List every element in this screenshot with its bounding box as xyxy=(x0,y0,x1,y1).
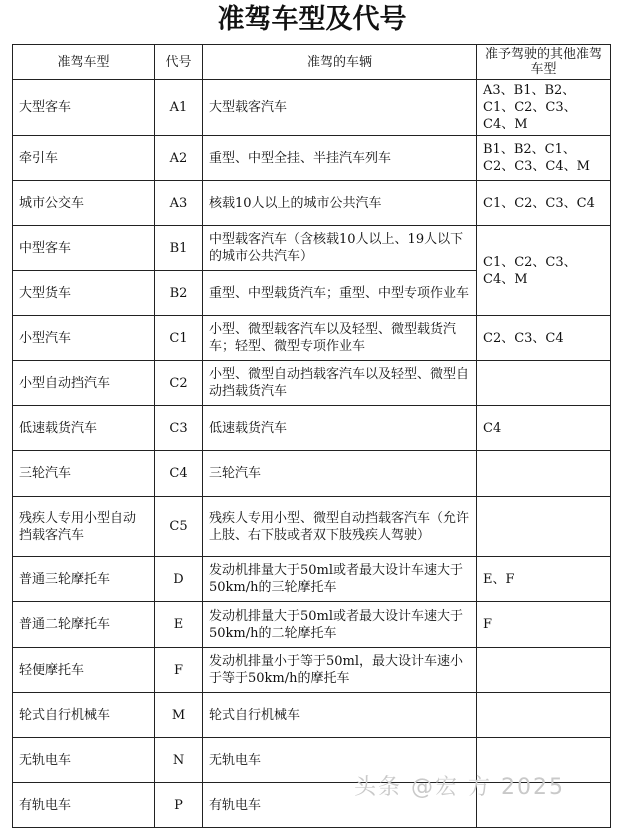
cell-vehicles: 发动机排量大于50ml或者最大设计车速大于50km/h的三轮摩托车 xyxy=(203,557,477,602)
cell-vehicles: 重型、中型载货汽车；重型、中型专项作业车 xyxy=(203,271,477,316)
cell-code: A3 xyxy=(155,181,203,226)
cell-vehicles: 发动机排量大于50ml或者最大设计车速大于50km/h的二轮摩托车 xyxy=(203,602,477,648)
cell-other: C4 xyxy=(477,406,611,451)
cell-other: E、F xyxy=(477,557,611,602)
cell-code: C4 xyxy=(155,451,203,497)
header-row xyxy=(13,45,611,80)
cell-vehicles: 小型、微型载客汽车以及轻型、微型载货汽车；轻型、微型专项作业车 xyxy=(203,316,477,361)
cell-code: M xyxy=(155,693,203,738)
table-row xyxy=(13,316,611,361)
cell-other: F xyxy=(477,602,611,648)
cell-type: 大型货车 xyxy=(13,271,155,316)
cell-vehicles: 小型、微型自动挡载客汽车以及轻型、微型自动挡载货汽车 xyxy=(203,361,477,406)
cell-code: C3 xyxy=(155,406,203,451)
cell-code: N xyxy=(155,738,203,783)
table-row xyxy=(13,451,611,497)
table-row xyxy=(13,80,611,136)
cell-vehicles: 有轨电车 xyxy=(203,783,477,828)
cell-other xyxy=(477,693,611,738)
cell-type: 牵引车 xyxy=(13,136,155,181)
cell-type: 无轨电车 xyxy=(13,738,155,783)
header-code: 代号 xyxy=(155,45,203,80)
cell-vehicles: 轮式自行机械车 xyxy=(203,693,477,738)
cell-other: B1、B2、C1、C2、C3、C4、M xyxy=(477,136,611,181)
cell-type: 大型客车 xyxy=(13,80,155,136)
cell-vehicles: 三轮汽车 xyxy=(203,451,477,497)
table-row xyxy=(13,648,611,693)
cell-code: C1 xyxy=(155,316,203,361)
cell-type: 低速载货汽车 xyxy=(13,406,155,451)
cell-code: C5 xyxy=(155,497,203,557)
cell-type: 残疾人专用小型自动挡载客汽车 xyxy=(13,497,155,557)
cell-type: 小型自动挡汽车 xyxy=(13,361,155,406)
cell-vehicles: 低速载货汽车 xyxy=(203,406,477,451)
cell-type: 小型汽车 xyxy=(13,316,155,361)
table-row xyxy=(13,406,611,451)
table-row xyxy=(13,361,611,406)
cell-other xyxy=(477,648,611,693)
cell-type: 轮式自行机械车 xyxy=(13,693,155,738)
cell-type: 有轨电车 xyxy=(13,783,155,828)
cell-code: B1 xyxy=(155,226,203,271)
cell-code: A2 xyxy=(155,136,203,181)
cell-code: P xyxy=(155,783,203,828)
table-row xyxy=(13,693,611,738)
cell-code: A1 xyxy=(155,80,203,136)
cell-other: C1、C2、C3、C4、M xyxy=(477,226,611,316)
table-row xyxy=(13,226,611,271)
table-row xyxy=(13,602,611,648)
cell-type: 城市公交车 xyxy=(13,181,155,226)
cell-code: D xyxy=(155,557,203,602)
cell-vehicles: 无轨电车 xyxy=(203,738,477,783)
header-type: 准驾车型 xyxy=(13,45,155,80)
page-title: 准驾车型及代号 xyxy=(217,4,407,35)
cell-vehicles: 大型载客汽车 xyxy=(203,80,477,136)
watermark: 头条 @宏 方 2025 xyxy=(354,775,565,800)
license-class-table xyxy=(12,44,611,828)
cell-vehicles: 中型载客汽车（含核载10人以上、19人以下的城市公共汽车） xyxy=(203,226,477,271)
cell-other xyxy=(477,497,611,557)
cell-vehicles: 核载10人以上的城市公共汽车 xyxy=(203,181,477,226)
cell-other: C2、C3、C4 xyxy=(477,316,611,361)
cell-code: E xyxy=(155,602,203,648)
table-row xyxy=(13,136,611,181)
cell-type: 轻便摩托车 xyxy=(13,648,155,693)
cell-type: 三轮汽车 xyxy=(13,451,155,497)
cell-code: F xyxy=(155,648,203,693)
cell-other xyxy=(477,361,611,406)
cell-code: C2 xyxy=(155,361,203,406)
cell-code: B2 xyxy=(155,271,203,316)
cell-type: 普通三轮摩托车 xyxy=(13,557,155,602)
table-row xyxy=(13,497,611,557)
cell-other: C1、C2、C3、C4 xyxy=(477,181,611,226)
cell-type: 普通二轮摩托车 xyxy=(13,602,155,648)
cell-other: A3、B1、B2、C1、C2、C3、C4、M xyxy=(477,80,611,136)
cell-vehicles: 发动机排量小于等于50ml，最大设计车速小于等于50km/h的摩托车 xyxy=(203,648,477,693)
cell-other xyxy=(477,451,611,497)
header-vehicles: 准驾的车辆 xyxy=(203,45,477,80)
cell-type: 中型客车 xyxy=(13,226,155,271)
table-row xyxy=(13,181,611,226)
header-other: 准予驾驶的其他准驾车型 xyxy=(477,45,611,80)
cell-vehicles: 重型、中型全挂、半挂汽车列车 xyxy=(203,136,477,181)
table-row xyxy=(13,557,611,602)
cell-vehicles: 残疾人专用小型、微型自动挡载客汽车（允许上肢、右下肢或者双下肢残疾人驾驶） xyxy=(203,497,477,557)
